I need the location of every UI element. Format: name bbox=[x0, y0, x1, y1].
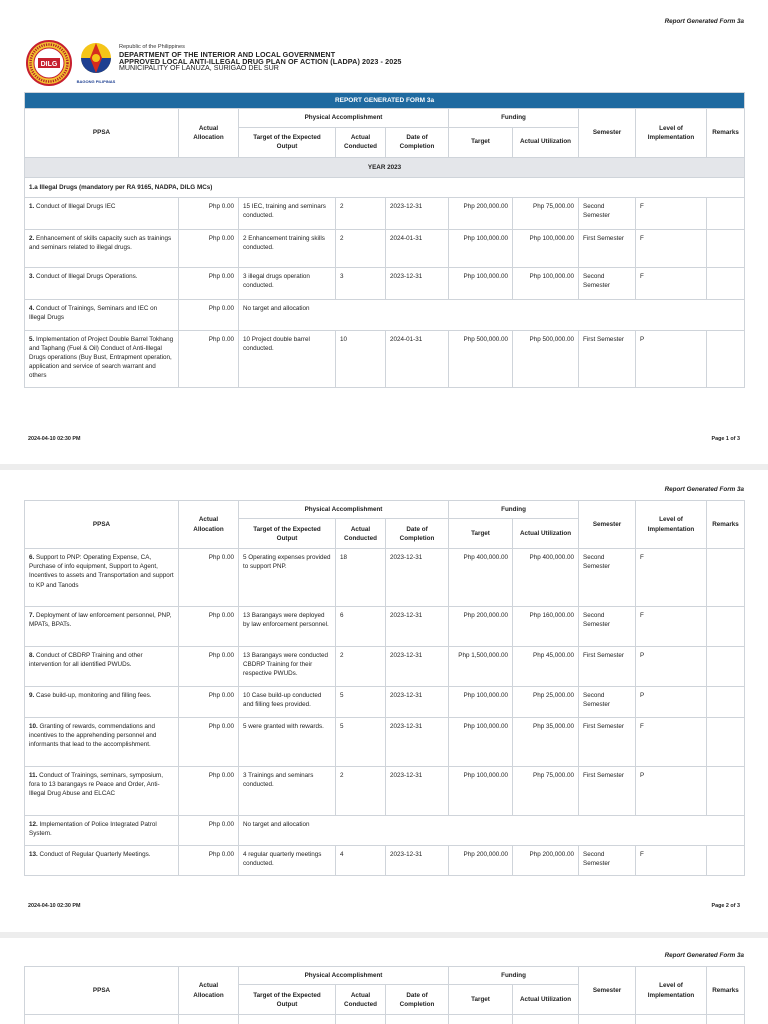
col-level: Level of Implementation bbox=[636, 501, 707, 549]
row-conducted: 5 bbox=[336, 718, 386, 767]
row-semester: Second Semester bbox=[579, 687, 636, 718]
table-row bbox=[25, 767, 745, 816]
row-conducted: 18 bbox=[336, 549, 386, 607]
row-funding-actual: Php 100,000.00 bbox=[513, 229, 579, 267]
row-level: P bbox=[636, 330, 707, 387]
ladpa-table-page-3 bbox=[24, 966, 745, 1024]
page-2-timestamp: 2024-04-10 02:30 PM bbox=[28, 903, 81, 909]
col-funding-target: Target bbox=[449, 519, 513, 549]
bagong-pilipinas-logo-text: BAGONG PILIPINAS bbox=[76, 79, 116, 84]
ladpa-table-page-2 bbox=[24, 500, 745, 876]
col-target-expected: Target of the Expected Output bbox=[239, 127, 336, 157]
row-funding-actual: Php 400,000.00 bbox=[513, 549, 579, 607]
row-ppsa: Implementation of Police Integrated Patrol System. bbox=[29, 821, 157, 838]
row-allocation: Php 0.00 bbox=[179, 299, 239, 330]
row-level: P bbox=[636, 647, 707, 687]
table-row bbox=[25, 687, 745, 718]
row-date: 2023-12-31 bbox=[386, 549, 449, 607]
col-semester: Semester bbox=[579, 967, 636, 1015]
col-actual-allocation: Actual Allocation bbox=[179, 967, 239, 1015]
row-allocation: Php 0.00 bbox=[179, 330, 239, 387]
table-row bbox=[25, 718, 745, 767]
table-row bbox=[25, 647, 745, 687]
row-date: 2023-12-31 bbox=[386, 687, 449, 718]
row-number: 1. bbox=[29, 202, 35, 210]
page-1-timestamp: 2024-04-10 02:30 PM bbox=[28, 436, 81, 442]
col-date-completion: Date of Completion bbox=[386, 985, 449, 1015]
row-funding-target: Php 1,500,000.00 bbox=[449, 647, 513, 687]
row-ppsa: Implementation of Project Double Barrel Tokhang and Taphang (Fuel & Oil) Conduct of Anti-Illegal Drugs operations (Buy Bust, Entrapment operation, application and service of search warrant and others bbox=[29, 335, 174, 380]
row-conducted: 2 bbox=[336, 767, 386, 816]
table-row bbox=[25, 229, 745, 267]
row-number: 3. bbox=[29, 272, 35, 280]
row-allocation: Php 0.00 bbox=[179, 229, 239, 267]
col-date-completion: Date of Completion bbox=[386, 519, 449, 549]
row-remarks bbox=[707, 846, 745, 876]
row-funding-actual: Php 35,000.00 bbox=[513, 718, 579, 767]
row-funding-target: Php 100,000.00 bbox=[449, 687, 513, 718]
row-semester: Second Semester bbox=[579, 267, 636, 299]
col-physical-accomplishment: Physical Accomplishment bbox=[239, 501, 449, 519]
row-number: 7. bbox=[29, 612, 35, 620]
table-row bbox=[25, 549, 745, 607]
row-target-output: 2 Enhancement training skills conducted. bbox=[239, 229, 336, 267]
col-actual-utilization: Actual Utilization bbox=[513, 985, 579, 1015]
col-remarks: Remarks bbox=[707, 967, 745, 1015]
page-1-number: Page 1 of 3 bbox=[711, 436, 740, 442]
row-remarks bbox=[707, 267, 745, 299]
department-title: DEPARTMENT OF THE INTERIOR AND LOCAL GOVERNMENT bbox=[119, 50, 336, 59]
row-funding-actual: Php 75,000.00 bbox=[513, 197, 579, 229]
row-funding-target: Php 200,000.00 bbox=[449, 197, 513, 229]
row-funding-target: Php 100,000.00 bbox=[449, 767, 513, 816]
row-number: 13. bbox=[29, 851, 38, 859]
row-conducted: 3 bbox=[336, 267, 386, 299]
row-date: 2024-01-31 bbox=[386, 229, 449, 267]
col-ppsa: PPSA bbox=[25, 967, 179, 1015]
row-conducted: 2 bbox=[336, 647, 386, 687]
row-level: P bbox=[636, 767, 707, 816]
row-semester: Second Semester bbox=[579, 846, 636, 876]
page-2-number: Page 2 of 3 bbox=[711, 903, 740, 909]
year-row: YEAR 2023 bbox=[25, 157, 745, 177]
row-ppsa: Conduct of Trainings, seminars, symposium, fora to 13 barangays re Peace and Order, Anti-Illegal Drug Abuse and ELCAC bbox=[29, 772, 164, 798]
row-funding-target: Php 100,000.00 bbox=[449, 267, 513, 299]
row-remarks bbox=[707, 718, 745, 767]
row-target-output: 5 Operating expenses provided to support PNP. bbox=[239, 549, 336, 607]
dilg-logo-text: DILG bbox=[40, 61, 58, 68]
row-funding-actual: Php 500,000.00 bbox=[513, 330, 579, 387]
table-row bbox=[25, 330, 745, 387]
row-number: 11. bbox=[29, 772, 38, 780]
row-remarks bbox=[707, 229, 745, 267]
row-allocation: Php 0.00 bbox=[179, 687, 239, 718]
row-target-output: 13 Barangays were deployed by law enforcement personnel. bbox=[239, 607, 336, 647]
col-physical-accomplishment: Physical Accomplishment bbox=[239, 967, 449, 985]
table-row bbox=[25, 816, 745, 846]
plan-title: APPROVED LOCAL ANTI-ILLEGAL DRUG PLAN OF ACTION (LADPA) 2023 - 2025 bbox=[119, 57, 402, 66]
row-level: F bbox=[636, 267, 707, 299]
row-conducted: 2 bbox=[336, 229, 386, 267]
bagong-pilipinas-logo-icon bbox=[76, 40, 116, 86]
row-no-target: No target and allocation bbox=[239, 816, 745, 846]
col-actual-conducted: Actual Conducted bbox=[336, 985, 386, 1015]
row-date: 2023-12-31 bbox=[386, 197, 449, 229]
row-level: F bbox=[636, 549, 707, 607]
row-level: F bbox=[636, 229, 707, 267]
col-physical-accomplishment: Physical Accomplishment bbox=[239, 109, 449, 127]
row-remarks bbox=[707, 330, 745, 387]
col-target-expected: Target of the Expected Output bbox=[239, 985, 336, 1015]
row-conducted: 4 bbox=[336, 846, 386, 876]
table-row bbox=[25, 197, 745, 229]
row-allocation: Php 0.00 bbox=[179, 267, 239, 299]
row-funding-target: Php 500,000.00 bbox=[449, 330, 513, 387]
row-date: 2023-12-31 bbox=[386, 718, 449, 767]
row-no-target: No target and allocation bbox=[239, 299, 745, 330]
col-actual-allocation: Actual Allocation bbox=[179, 109, 239, 157]
col-actual-utilization: Actual Utilization bbox=[513, 519, 579, 549]
row-funding-actual: Php 100,000.00 bbox=[513, 267, 579, 299]
col-actual-conducted: Actual Conducted bbox=[336, 519, 386, 549]
dilg-seal-icon bbox=[26, 40, 72, 86]
row-number: 10. bbox=[29, 723, 38, 731]
row-number: 9. bbox=[29, 692, 35, 700]
col-level: Level of Implementation bbox=[636, 109, 707, 157]
col-remarks: Remarks bbox=[707, 501, 745, 549]
row-ppsa: Enhancement of skills capacity such as trainings and seminars related to illegal drugs. bbox=[29, 234, 172, 251]
category-row: 1.a Illegal Drugs (mandatory per RA 9165, NADPA, DILG MCs) bbox=[25, 177, 745, 197]
row-target-output: 15 IEC, training and seminars conducted. bbox=[239, 197, 336, 229]
row-allocation: Php 0.00 bbox=[179, 607, 239, 647]
page-1 bbox=[0, 0, 768, 464]
row-funding-actual: Php 200,000.00 bbox=[513, 846, 579, 876]
row-semester: Second Semester bbox=[579, 607, 636, 647]
row-funding-actual: Php 25,000.00 bbox=[513, 687, 579, 718]
report-label: Report Generated Form 3a bbox=[664, 952, 744, 959]
report-label: Report Generated Form 3a bbox=[664, 486, 744, 493]
row-conducted: 5 bbox=[336, 687, 386, 718]
row-date: 2023-12-31 bbox=[386, 607, 449, 647]
report-header bbox=[26, 40, 426, 86]
col-ppsa: PPSA bbox=[25, 501, 179, 549]
row-remarks bbox=[707, 607, 745, 647]
row-funding-actual: Php 45,000.00 bbox=[513, 647, 579, 687]
row-conducted: 10 bbox=[336, 330, 386, 387]
row-funding-target: Php 100,000.00 bbox=[449, 718, 513, 767]
col-funding: Funding bbox=[449, 501, 579, 519]
col-funding: Funding bbox=[449, 109, 579, 127]
row-date: 2023-12-31 bbox=[386, 767, 449, 816]
col-remarks: Remarks bbox=[707, 109, 745, 157]
col-semester: Semester bbox=[579, 109, 636, 157]
row-funding-target: Php 400,000.00 bbox=[449, 549, 513, 607]
col-actual-allocation: Actual Allocation bbox=[179, 501, 239, 549]
col-semester: Semester bbox=[579, 501, 636, 549]
row-allocation: Php 0.00 bbox=[179, 197, 239, 229]
row-semester: First Semester bbox=[579, 330, 636, 387]
republic-text: Republic of the Philippines bbox=[119, 44, 185, 50]
table-row bbox=[25, 299, 745, 330]
col-actual-conducted: Actual Conducted bbox=[336, 127, 386, 157]
row-ppsa: Conduct of Illegal Drugs Operations. bbox=[36, 272, 138, 280]
row-level: F bbox=[636, 607, 707, 647]
table-row bbox=[25, 846, 745, 876]
row-date: 2024-01-31 bbox=[386, 330, 449, 387]
row-allocation: Php 0.00 bbox=[179, 647, 239, 687]
row-target-output: 3 Trainings and seminars conducted. bbox=[239, 767, 336, 816]
row-level: F bbox=[636, 197, 707, 229]
row-date: 2023-12-31 bbox=[386, 267, 449, 299]
row-number: 4. bbox=[29, 304, 35, 312]
row-conducted: 2 bbox=[336, 197, 386, 229]
row-funding-actual: Php 160,000.00 bbox=[513, 607, 579, 647]
table-row bbox=[25, 267, 745, 299]
report-label: Report Generated Form 3a bbox=[664, 18, 744, 25]
row-funding-actual: Php 75,000.00 bbox=[513, 767, 579, 816]
row-conducted: 6 bbox=[336, 607, 386, 647]
row-remarks bbox=[707, 687, 745, 718]
ladpa-table-page-1 bbox=[24, 92, 745, 388]
page-3 bbox=[0, 938, 768, 1024]
row-ppsa: Conduct of Regular Quarterly Meetings. bbox=[39, 851, 151, 859]
row-allocation: Php 0.00 bbox=[179, 767, 239, 816]
row-ppsa: Deployment of law enforcement personnel, PNP, MPATs, BPATs. bbox=[29, 612, 172, 629]
row-allocation: Php 0.00 bbox=[179, 846, 239, 876]
row-remarks bbox=[707, 647, 745, 687]
row-allocation: Php 0.00 bbox=[179, 549, 239, 607]
row-semester: Second Semester bbox=[579, 197, 636, 229]
row-date: 2023-12-31 bbox=[386, 647, 449, 687]
row-ppsa: Conduct of CBDRP Training and other intervention for all identified PWUDs. bbox=[29, 652, 143, 669]
row-funding-target: Php 100,000.00 bbox=[449, 229, 513, 267]
col-level: Level of Implementation bbox=[636, 967, 707, 1015]
row-level: F bbox=[636, 846, 707, 876]
row-level: F bbox=[636, 718, 707, 767]
row-target-output: 3 illegal drugs operation conducted. bbox=[239, 267, 336, 299]
row-remarks bbox=[707, 549, 745, 607]
row-date: 2023-12-31 bbox=[386, 846, 449, 876]
col-funding-target: Target bbox=[449, 127, 513, 157]
row-ppsa: Conduct of Illegal Drugs IEC bbox=[36, 202, 116, 210]
row-allocation: Php 0.00 bbox=[179, 718, 239, 767]
row-ppsa: Granting of rewards, commendations and incentives to the apprehending personnel and informants that lead to the accomplishment. bbox=[29, 723, 157, 749]
row-number: 6. bbox=[29, 554, 35, 562]
col-actual-utilization: Actual Utilization bbox=[513, 127, 579, 157]
row-number: 12. bbox=[29, 821, 38, 829]
table-row bbox=[25, 1015, 745, 1024]
row-semester: First Semester bbox=[579, 767, 636, 816]
col-target-expected: Target of the Expected Output bbox=[239, 519, 336, 549]
row-remarks bbox=[707, 197, 745, 229]
row-target-output: 10 Project double barrel conducted. bbox=[239, 330, 336, 387]
municipality-text: MUNICIPALITY OF LANUZA, SURIGAO DEL SUR bbox=[119, 64, 279, 72]
row-semester: First Semester bbox=[579, 718, 636, 767]
page-2 bbox=[0, 470, 768, 932]
row-target-output: 13 Barangays were conducted CBDRP Training for their respective PWUDs. bbox=[239, 647, 336, 687]
row-target-output: 10 Case build-up conducted and filling fees provided. bbox=[239, 687, 336, 718]
table-row bbox=[25, 607, 745, 647]
row-number: 2. bbox=[29, 234, 35, 242]
row-allocation: Php 0.00 bbox=[179, 816, 239, 846]
report-banner: REPORT GENERATED FORM 3a bbox=[25, 93, 745, 109]
row-remarks bbox=[707, 767, 745, 816]
row-semester: First Semester bbox=[579, 647, 636, 687]
row-ppsa: Support to PNP: Operating Expense, CA, Purchase of info equipment, Support to Agent, Incentives to assets and Transportation and support to KP and Tanods bbox=[29, 554, 174, 589]
col-funding-target: Target bbox=[449, 985, 513, 1015]
row-ppsa: Case build-up, monitoring and filling fees. bbox=[36, 692, 152, 700]
row-number: 5. bbox=[29, 335, 35, 343]
row-number: 8. bbox=[29, 652, 35, 660]
row-ppsa: Conduct of Trainings, Seminars and IEC on Illegal Drugs bbox=[29, 304, 158, 321]
row-funding-target: Php 200,000.00 bbox=[449, 607, 513, 647]
row-level: P bbox=[636, 687, 707, 718]
row-target-output: 5 were granted with rewards. bbox=[239, 718, 336, 767]
row-semester: Second Semester bbox=[579, 549, 636, 607]
row-target-output: 4 regular quarterly meetings conducted. bbox=[239, 846, 336, 876]
row-funding-target: Php 200,000.00 bbox=[449, 846, 513, 876]
col-ppsa: PPSA bbox=[25, 109, 179, 157]
col-date-completion: Date of Completion bbox=[386, 127, 449, 157]
row-semester: First Semester bbox=[579, 229, 636, 267]
col-funding: Funding bbox=[449, 967, 579, 985]
